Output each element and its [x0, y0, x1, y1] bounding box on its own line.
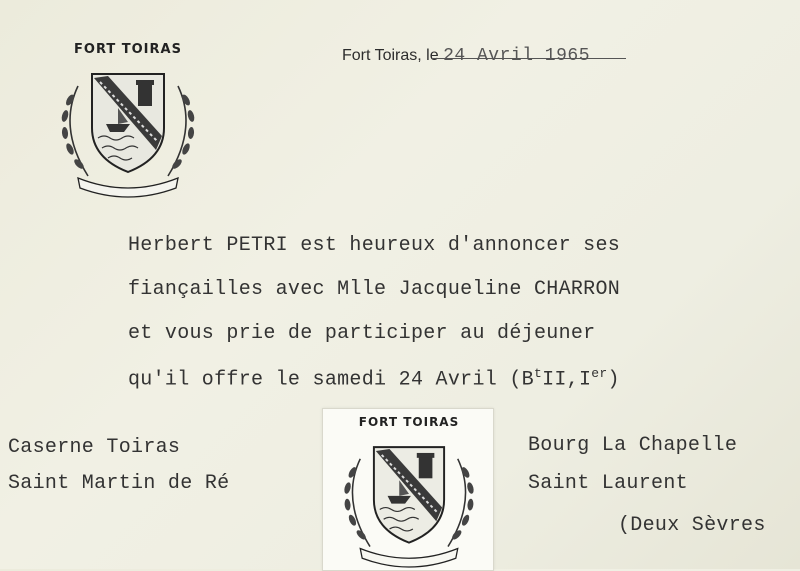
announcement-line-3: et vous prie de participer au déjeuner	[128, 322, 596, 345]
fort-toiras-emblem	[48, 38, 208, 198]
emblem-card	[322, 408, 494, 571]
coat-of-arms-icon	[331, 411, 487, 569]
recipient-address-line-2: Saint Laurent	[528, 472, 688, 495]
coat-of-arms-icon	[48, 38, 208, 198]
emblem-title-small: FORT TOIRAS	[358, 415, 460, 429]
announcement-line-4	[128, 366, 620, 392]
announcement-line-4-sup-1: t	[533, 366, 543, 381]
dateline-date: 24 Avril 1965	[443, 46, 591, 66]
announcement-line-4-mid: II,I	[542, 368, 592, 392]
announcement-line-4-end: )	[607, 368, 620, 392]
announcement-line-2: fiançailles avec Mlle Jacqueline CHARRON	[128, 278, 621, 301]
dateline-place: Fort Toiras, le	[342, 47, 439, 64]
recipient-address-line-3: (Deux Sèvres	[618, 514, 766, 537]
sender-address-line-2: Saint Martin de Ré	[8, 472, 230, 495]
dateline	[342, 46, 590, 66]
emblem-title: FORT TOIRAS	[74, 42, 182, 57]
announcement-line-4-main: qu'il offre le samedi 24 Avril (B	[128, 368, 534, 392]
fort-toiras-emblem-small	[331, 411, 487, 569]
announcement-line-4-sup-2: er	[591, 366, 608, 381]
announcement-line-1: Herbert PETRI est heureux d'annoncer ses	[128, 234, 621, 257]
recipient-address-line-1: Bourg La Chapelle	[528, 434, 738, 457]
sender-address-line-1: Caserne Toiras	[8, 436, 181, 459]
